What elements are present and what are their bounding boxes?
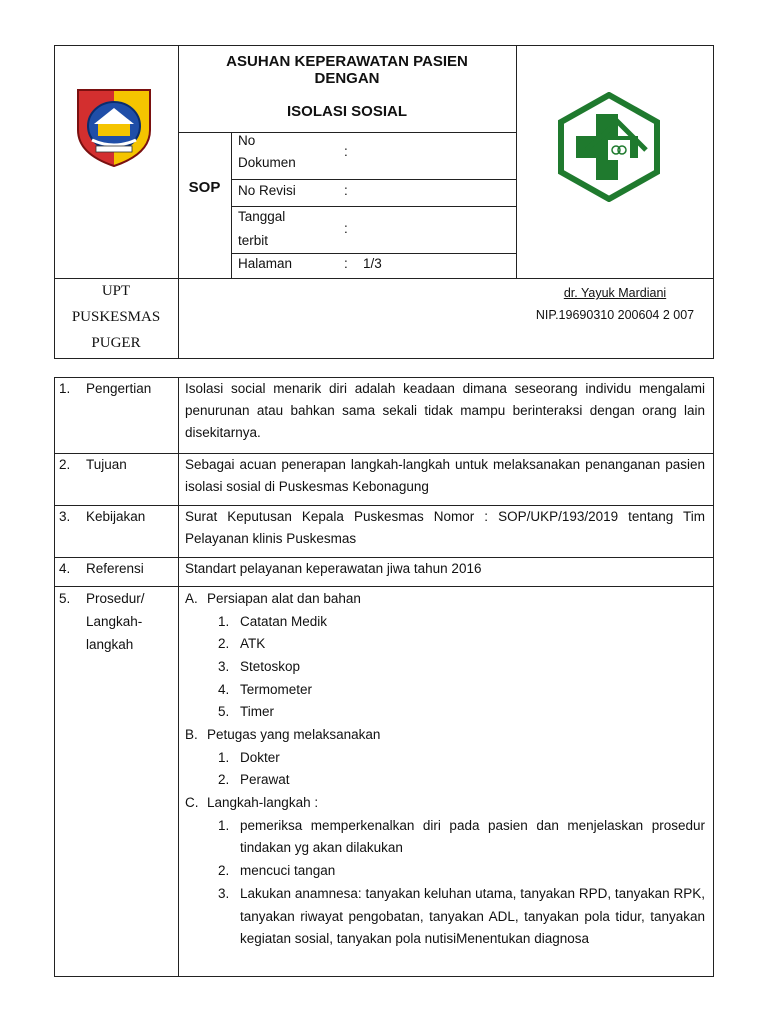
field-halaman-value: 1/3 xyxy=(363,256,382,271)
title-line-2: DENGAN xyxy=(314,70,380,87)
group-letter: A. xyxy=(185,591,198,606)
section-number: 4. xyxy=(59,561,71,576)
field-label: Tanggal xyxy=(238,209,286,224)
org-line-1: UPT xyxy=(101,283,131,299)
field-colon: : xyxy=(344,144,348,159)
list-item: 1. Dokter xyxy=(218,749,280,765)
signer-block xyxy=(516,282,714,326)
group-letter: B. xyxy=(185,727,198,743)
section-tujuan-text: Sebagai acuan penerapan langkah-langkah untuk melaksanakan penanganan pasien isolasi sosial di Puskesmas Kebonagung xyxy=(185,457,705,494)
section-label-cont: langkah xyxy=(86,637,134,652)
section-number: 2. xyxy=(59,457,71,472)
section-label: Tujuan xyxy=(86,457,127,472)
field-label-cont: Dokumen xyxy=(238,155,296,170)
field-tanggal-terbit xyxy=(238,206,285,252)
section-pengertian-text: Isolasi social menarik diri adalah keadaan dimana seseorang individu mengalami penurunan atau bahkan sama sekali tidak mampu berinteraksi dengan orang lain disekitarnya. xyxy=(185,381,705,440)
section-number: 3. xyxy=(59,509,71,524)
section-label-cont: Langkah- xyxy=(86,614,143,629)
section-prosedur-label xyxy=(59,588,145,656)
organization-name xyxy=(54,278,178,356)
procedure-group-a xyxy=(185,588,705,610)
signer-nip: NIP.19690310 200604 2 007 xyxy=(535,308,695,322)
section-label: Prosedur/ xyxy=(86,591,145,606)
section-referensi-text: Standart pelayanan keperawatan jiwa tahun 2016 xyxy=(185,561,482,576)
field-no-dokumen xyxy=(238,130,296,174)
tools-list xyxy=(185,611,705,724)
section-referensi-label xyxy=(59,558,144,580)
signer-name: dr. Yayuk Mardiani xyxy=(563,286,667,300)
list-item: 1. pemeriksa memperkenalkan diri pada pasien dan menjelaskan prosedur tindakan yg akan dilakukan xyxy=(218,817,705,856)
section-kebijakan-text: Surat Keputusan Kepala Puskesmas Nomor : SOP/UKP/193/2019 tentang Tim Pelayanan klinis Puskesmas xyxy=(185,509,705,546)
field-colon: : xyxy=(344,221,348,236)
section-label: Referensi xyxy=(86,561,144,576)
field-label: No xyxy=(238,133,256,148)
section-number: 1. xyxy=(59,381,71,396)
list-item: 3. Stetoskop xyxy=(218,658,301,674)
list-item: 1. Catatan Medik xyxy=(218,613,328,629)
section-label: Pengertian xyxy=(86,381,152,396)
field-no-revisi: No Revisi xyxy=(238,183,296,198)
list-item: 5. Timer xyxy=(218,704,274,720)
procedure-group-b xyxy=(185,724,705,747)
group-letter: C. xyxy=(185,795,199,811)
field-colon: : xyxy=(344,183,348,198)
field-label-cont: terbit xyxy=(238,233,269,248)
steps-list xyxy=(185,815,705,951)
staff-list xyxy=(185,747,705,792)
section-number: 5. xyxy=(59,591,71,606)
section-label: Kebijakan xyxy=(86,509,146,524)
title-line-1: ASUHAN KEPERAWATAN PASIEN xyxy=(226,53,468,70)
group-title: Petugas yang melaksanakan xyxy=(207,727,381,743)
org-line-2: PUSKESMAS xyxy=(71,309,161,325)
list-item: 2. ATK xyxy=(218,636,266,652)
puskesmas-logo-icon xyxy=(556,92,662,202)
group-title: Langkah-langkah : xyxy=(207,795,319,811)
list-item: 3. Lakukan anamnesa: tanyakan keluhan utama, tanyakan RPD, tanyakan RPK, tanyakan riwayat pengobatan, tanyakan ADL, tanyakan pola tidur, tanyakan kegiatan sosial, tanyakan pola nutisiMenentukan diagnosa xyxy=(218,885,705,947)
list-item: 2. Perawat xyxy=(218,772,290,788)
org-line-3: PUGER xyxy=(91,335,141,351)
list-item: 4. Termometer xyxy=(218,681,313,697)
group-title: Persiapan alat dan bahan xyxy=(207,591,361,606)
document-title xyxy=(178,53,516,120)
sop-label: SOP xyxy=(188,179,221,196)
regency-emblem-icon xyxy=(72,84,156,168)
field-halaman: Halaman xyxy=(238,256,293,271)
list-item: 2. mencuci tangan xyxy=(218,863,336,879)
section-kebijakan-label xyxy=(59,506,145,528)
section-pengertian-label xyxy=(59,378,151,400)
procedure-group-c xyxy=(185,792,705,815)
title-line-3: ISOLASI SOSIAL xyxy=(286,103,407,120)
section-tujuan-label xyxy=(59,454,127,476)
procedure-body xyxy=(185,588,705,951)
field-colon: : xyxy=(344,256,348,271)
